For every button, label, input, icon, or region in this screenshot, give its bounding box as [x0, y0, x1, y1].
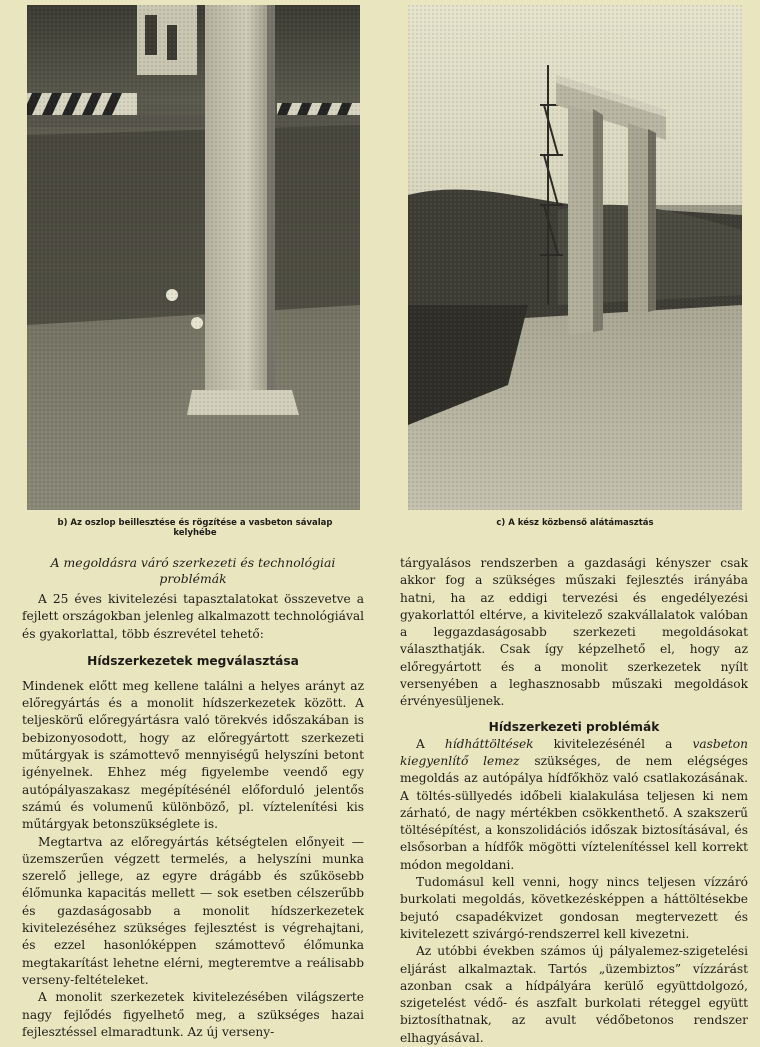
- paragraph: A hídháttöltések kivitelezésénél a vasbeton kiegyenlítő lemez szükséges, de nem elégséges megoldás az autópálya hídfőkhöz való csatlakozásának. A töltés-süllyedés időbeli kialakulása teljesen ki nem zárható, de nagy mértékben csökkenthető. A szakszerű töltésépítést, a konszolidációs időszak biztosításával, és elsősorban a hídfők mögötti víztelenítéssel kell korrekt módon megoldani.: [400, 736, 749, 872]
- paragraph: tárgyalásos rendszerben a gazdasági kényszer csak akkor fog a szükséges műszaki fejlesztés irányába hatni, ha az eddigi tervezési és engedélyezési gyakorlattól eltérve, a kivitelező szakvállalatok valóban a leggazdaságosabb szerkezeti megoldásokat választhatják. Csak így képzelhető el, hogy az előregyártott és a monolit szerkezetek nyílt versenyében a leghasznosabb műszaki megoldások érvényesüljenek.: [400, 556, 748, 709]
- photo-finished-support: [408, 5, 742, 510]
- text-column-right: [400, 555, 748, 1047]
- paragraph: Az utóbbi években számos új pályalemez-szigetelési eljárást alkalmaztak. Tartós „üzembiztos” vízzárást azonban csak a hídpályára kerülő együttdolgozó, szigetelést védő- és aszfalt burkolati réteggel együtt biztosíthatnak, az avult védőbetonos rendszer elhagyásával.: [400, 944, 748, 1045]
- paragraph: A monolit szerkezetek kivitelezésében világszerte nagy fejlődés figyelhető meg, a szükséges hazai fejlesztéssel elmaradtunk. Az új verseny-: [22, 990, 364, 1039]
- section-title: A megoldásra váró szerkezeti és technológiai problémák: [50, 555, 336, 586]
- heading-bridge-structure-selection: Hídszerkezetek megválasztása: [87, 653, 299, 668]
- photo-column-installation: [27, 5, 360, 510]
- paragraph: Tudomásul kell venni, hogy nincs teljesen vízzáró burkolati megoldás, következésképpen a háttöltésekbe bejutó csapadékvizet gondosan megtervezett és kivitelezett szivárgó-rendszerrel kell kivezetni.: [400, 875, 748, 941]
- figure-caption-left: b) Az oszlop beillesztése és rögzítése a vasbeton sávalap kelyhébe: [57, 518, 333, 538]
- intro-paragraph: A 25 éves kivitelezési tapasztalatokat összevetve a fejlett országokban jelenleg alkalmazott technológiával és gyakorlattal, több észrevétel tehető:: [22, 592, 364, 641]
- figure-caption-right: c) A kész közbenső alátámasztás: [496, 518, 654, 528]
- paragraph: Megtartva az előregyártás kétségtelen előnyeit — üzemszerűen végzett termelés, a helyszíni munka szerelő jellege, az egyre drágább és szűkösebb élőmunka kapacitás mellett — sok esetben célszerűbb és gazdaságosabb a monolit hídszerkezetek kivitelezéséhez szükséges fejlesztést is végrehajtani, és ezzel hasonlóképpen számottevő élőmunka megtakarítást lehetne elérni, megteremtve a reálisabb verseny-feltételeket.: [22, 834, 364, 987]
- text-column-left: [22, 555, 364, 1041]
- heading-bridge-structure-problems: Hídszerkezeti problémák: [488, 719, 660, 734]
- paragraph: Mindenek előtt meg kellene találni a helyes arányt az előregyártás és a monolit hídszerkezetek között. A teljeskörű előregyártásra való törekvés időszakában is bebizonyosodott, hogy az előregyártott szerkezeti műtárgyak is számottevő mennyiségű helyszíni betont igényelnek. Ehhez még figyelembe veendő egy autópályaszakasz megépítésénél előforduló jelentős számú és volumenű különböző, pl. víztelenítési kis műtárgyak betonszükséglete is.: [22, 678, 364, 832]
